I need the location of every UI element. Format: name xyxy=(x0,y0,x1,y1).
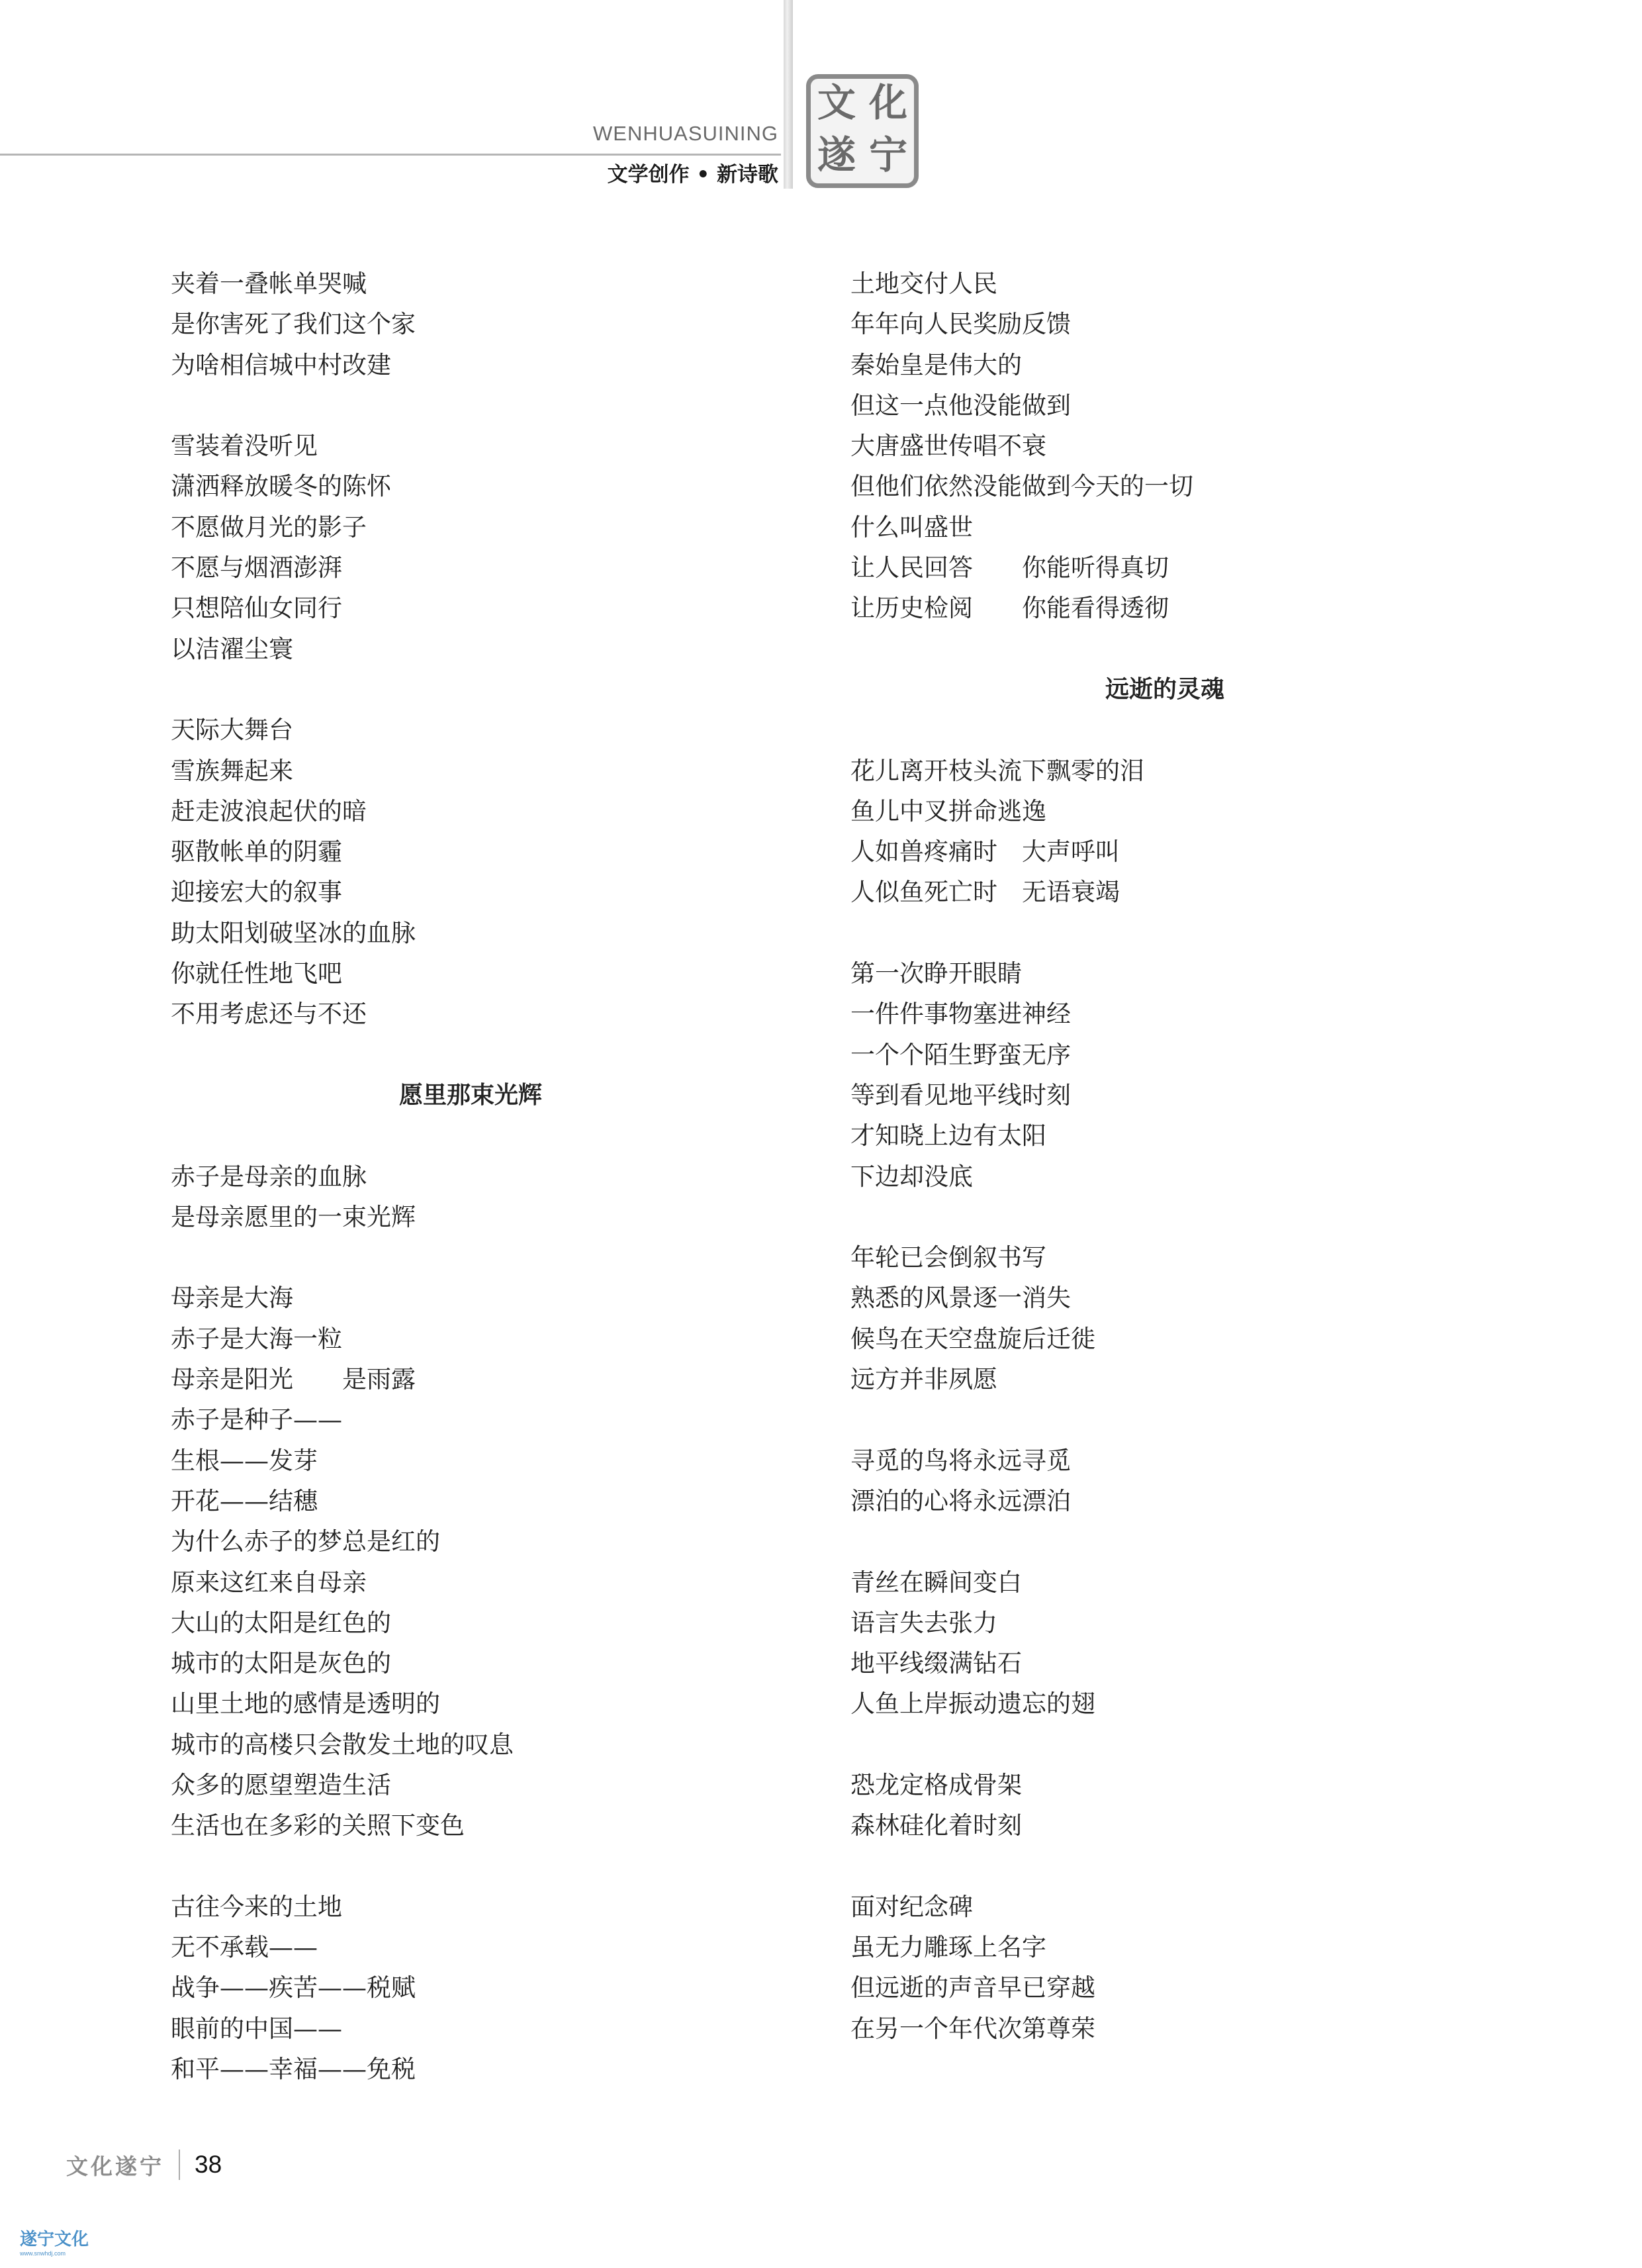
poem-line: 恐龙定格成骨架 xyxy=(850,1770,1022,1799)
watermark-url: www.snwhdj.com xyxy=(20,2250,66,2257)
poem-line: 母亲是阳光 是雨露 xyxy=(171,1365,416,1394)
poem-line: 战争——疾苦——税赋 xyxy=(171,1973,416,2003)
poem-line: 候鸟在天空盘旋后迁徙 xyxy=(850,1324,1095,1353)
poem-line: 人鱼上岸振动遗忘的翅 xyxy=(850,1689,1095,1719)
poem-line: 山里土地的感情是透明的 xyxy=(171,1689,440,1719)
poem-line: 母亲是大海 xyxy=(171,1284,293,1313)
poem-line: 城市的太阳是灰色的 xyxy=(171,1649,391,1678)
poem-line: 年轮已会倒叙书写 xyxy=(850,1243,1046,1272)
poem-line: 森林硅化着时刻 xyxy=(850,1811,1022,1840)
poem-line: 以洁濯尘寰 xyxy=(171,634,293,663)
stanza-gap xyxy=(171,1035,806,1075)
seal-char: 宁 xyxy=(868,132,907,177)
poem-line: 不愿做月光的影子 xyxy=(171,512,367,542)
poem-line: 只想陪仙女同行 xyxy=(171,594,342,623)
poem-line: 为啥相信城中村改建 xyxy=(171,350,391,379)
seal-char: 化 xyxy=(868,80,907,125)
poem-line: 生根——发芽 xyxy=(171,1446,318,1475)
poem-line: 第一次睁开眼睛 xyxy=(850,959,1022,988)
stanza-gap xyxy=(171,1237,806,1278)
poem-line: 地平线缀满钻石 xyxy=(850,1649,1022,1678)
poem-line: 才知晓上边有太阳 xyxy=(850,1121,1046,1151)
stanza-gap xyxy=(171,669,806,710)
poem-line: 潇洒释放暖冬的陈怀 xyxy=(171,472,391,501)
seal-char: 文 xyxy=(817,80,856,125)
poem-line: 让历史检阅 你能看得透彻 xyxy=(850,594,1169,623)
poem-line: 熟悉的风景逐一消失 xyxy=(850,1284,1071,1313)
poem-line: 赤子是种子—— xyxy=(171,1405,342,1435)
header-rule xyxy=(0,154,781,156)
poem-line: 迎接宏大的叙事 xyxy=(171,878,342,907)
poem-line: 生活也在多彩的关照下变色 xyxy=(171,1811,465,1840)
magazine-english-name: WENHUASUINING xyxy=(593,122,778,145)
poem-line: 赤子是母亲的血脉 xyxy=(171,1162,367,1191)
poem-line: 在另一个年代次第尊荣 xyxy=(850,2014,1095,2043)
poem-line: 夹着一叠帐单哭喊 xyxy=(171,269,367,298)
poem-line: 面对纪念碑 xyxy=(850,1892,973,1921)
poem-line: 开花——结穗 xyxy=(171,1486,318,1515)
poem-line: 秦始皇是伟大的 xyxy=(850,350,1022,379)
stanza-gap xyxy=(850,913,1512,953)
poem-line: 原来这红来自母亲 xyxy=(171,1568,367,1597)
stanza-gap xyxy=(171,1846,806,1887)
poem-line: 是你害死了我们这个家 xyxy=(171,310,416,339)
poem-line: 虽无力雕琢上名字 xyxy=(850,1933,1046,1962)
stanza-gap xyxy=(850,1197,1512,1237)
poem-line: 鱼儿中叉拼命逃逸 xyxy=(850,796,1046,826)
seal-char: 遂 xyxy=(817,132,856,177)
poem-line: 青丝在瞬间变白 xyxy=(850,1568,1022,1597)
watermark-text: 遂宁文化 xyxy=(20,2230,89,2249)
watermark-logo xyxy=(20,2226,89,2257)
stanza-gap xyxy=(850,629,1512,669)
poem-line: 花儿离开枝头流下飘零的泪 xyxy=(850,756,1144,785)
poem-line: 赶走波浪起伏的暗 xyxy=(171,796,367,826)
stanza-gap xyxy=(171,385,806,426)
poem-line: 助太阳划破坚冰的血脉 xyxy=(171,918,416,947)
poem-line: 漂泊的心将永远漂泊 xyxy=(850,1486,1071,1515)
stanza-gap xyxy=(850,1521,1512,1562)
poem-line: 人似鱼死亡时 无语衰竭 xyxy=(850,878,1120,907)
poem-line: 大山的太阳是红色的 xyxy=(171,1608,391,1637)
poem-line: 大唐盛世传唱不衰 xyxy=(850,432,1046,461)
right-poem-column xyxy=(850,263,1512,2049)
poem-line: 土地交付人民 xyxy=(850,269,997,298)
poem-line: 不愿与烟酒澎湃 xyxy=(171,553,342,583)
stanza-gap xyxy=(850,1725,1512,1765)
poem-line: 雪族舞起来 xyxy=(171,756,293,785)
poem-line: 古往今来的土地 xyxy=(171,1892,342,1921)
poem-line: 下边却没底 xyxy=(850,1162,973,1191)
poem-line: 语言失去张力 xyxy=(850,1608,997,1637)
left-poem-column xyxy=(171,263,806,2089)
poem-title: 远逝的灵魂 xyxy=(1105,675,1225,703)
poem-line: 但这一点他没能做到 xyxy=(850,391,1071,420)
poem-line: 一件件事物塞进神经 xyxy=(850,1000,1071,1029)
poem-line: 天际大舞台 xyxy=(171,716,293,745)
stanza-gap xyxy=(850,1399,1512,1440)
stanza-gap xyxy=(850,710,1512,750)
poem-line: 你就任性地飞吧 xyxy=(171,959,342,988)
poem-line: 一个个陌生野蛮无序 xyxy=(850,1040,1071,1069)
poem-line: 赤子是大海一粒 xyxy=(171,1324,342,1353)
poem-line: 但他们依然没能做到今天的一切 xyxy=(850,472,1193,501)
poem-line: 不用考虑还与不还 xyxy=(171,1000,367,1029)
page-number: 38 xyxy=(195,2151,222,2178)
poem-line: 人如兽疼痛时 大声呼叫 xyxy=(850,837,1120,867)
poem-title: 愿里那束光辉 xyxy=(399,1081,543,1109)
poem-line: 让人民回答 你能听得真切 xyxy=(850,553,1169,583)
poem-line: 眼前的中国—— xyxy=(171,2014,342,2043)
poem-line: 寻觅的鸟将永远寻觅 xyxy=(850,1446,1071,1475)
poem-line: 众多的愿望塑造生活 xyxy=(171,1770,391,1799)
poem-line: 是母亲愿里的一束光辉 xyxy=(171,1202,416,1231)
poem-line: 无不承载—— xyxy=(171,1933,318,1962)
poem-line: 但远逝的声音早已穿越 xyxy=(850,1973,1095,2003)
poem-line: 驱散帐单的阴霾 xyxy=(171,837,342,867)
poem-line: 什么叫盛世 xyxy=(850,512,973,542)
poem-line: 为什么赤子的梦总是红的 xyxy=(171,1527,440,1556)
header-vertical-bar xyxy=(784,0,793,189)
section-label: 文学创作 • 新诗歌 xyxy=(607,163,778,187)
poem-line: 雪装着没听见 xyxy=(171,432,318,461)
poem-line: 和平——幸福——免税 xyxy=(171,2055,416,2084)
poem-line: 城市的高楼只会散发土地的叹息 xyxy=(171,1730,514,1759)
stanza-gap xyxy=(171,1115,806,1156)
poem-line: 年年向人民奖励反馈 xyxy=(850,310,1071,339)
stanza-gap xyxy=(850,1846,1512,1887)
poem-line: 远方并非夙愿 xyxy=(850,1365,997,1394)
footer-brand: 文化遂宁 xyxy=(66,2153,164,2179)
footer-divider xyxy=(179,2150,180,2180)
magazine-seal-logo xyxy=(806,74,919,188)
page-footer xyxy=(66,2148,222,2181)
poem-line: 等到看见地平线时刻 xyxy=(850,1080,1071,1110)
